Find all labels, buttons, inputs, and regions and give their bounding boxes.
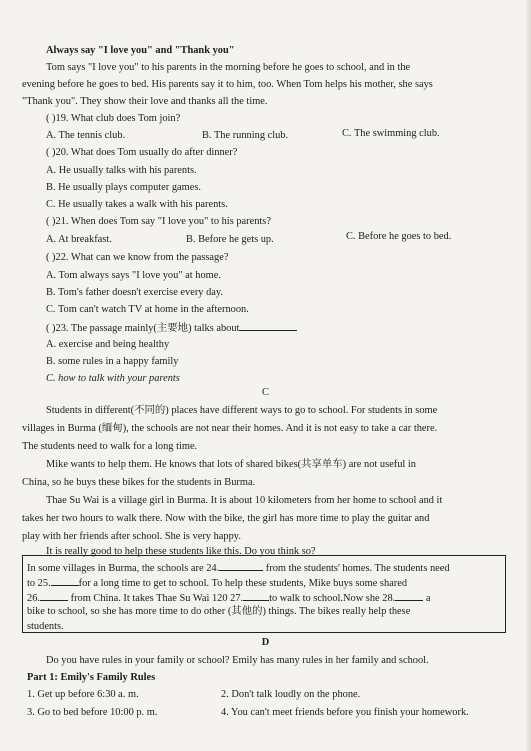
option-c: C. Before he goes to bed. bbox=[346, 231, 452, 242]
passage-line: It is really good to help these students like this. Do you think so? bbox=[46, 546, 316, 557]
summary-text: for a long time to get to school. To help these students, Mike buys some shared bbox=[78, 578, 408, 589]
option-c: C. He usually takes a walk with his parents. bbox=[46, 199, 228, 210]
answer-blank-24 bbox=[219, 560, 263, 571]
passage-line: "Thank you". They show their love and thanks all the time. bbox=[22, 96, 268, 107]
answer-blank bbox=[239, 320, 297, 331]
passage-line: villages in Burma (缅甸), the schools are not near their homes. And it is not easy to take a car there. bbox=[22, 423, 438, 434]
passage-line: play with her friends after school. She is very happy. bbox=[22, 531, 241, 542]
option-c: C. The swimming club. bbox=[342, 128, 440, 139]
passage-line: takes her two hours to walk there. Now with the bike, the girl has more time to play the guitar and bbox=[22, 513, 430, 524]
section-letter-d: D bbox=[261, 637, 270, 648]
summary-line bbox=[27, 590, 430, 605]
part-heading: Part 1: Emily's Family Rules bbox=[27, 672, 156, 683]
answer-blank-26 bbox=[40, 590, 68, 601]
rule-item: 1. Get up before 6:30 a. m. bbox=[27, 689, 139, 700]
summary-text: 26. bbox=[27, 593, 40, 604]
option-b: B. Before he gets up. bbox=[186, 234, 274, 245]
option-c: C. how to talk with your parents bbox=[46, 373, 180, 384]
option-a: A. Tom always says "I love you" at home. bbox=[46, 270, 221, 281]
summary-line: bike to school, so she has more time to do other (其他的) things. The bikes really help these bbox=[27, 606, 411, 617]
question-22-stem: ( )22. What can we know from the passage? bbox=[46, 252, 229, 263]
passage-line: China, so he buys these bikes for the students in Burma. bbox=[22, 477, 256, 488]
option-b: B. some rules in a happy family bbox=[46, 356, 179, 367]
summary-text: from the students' homes. The students need bbox=[265, 563, 450, 574]
option-b: B. He usually plays computer games. bbox=[46, 182, 201, 193]
option-a: A. At breakfast. bbox=[46, 234, 112, 245]
summary-text: In some villages in Burma, the schools are 24. bbox=[27, 563, 220, 574]
question-23-text: ( )23. The passage mainly(主要地) talks about bbox=[46, 323, 240, 334]
summary-line bbox=[27, 575, 407, 590]
question-23-stem bbox=[46, 320, 297, 335]
passage-line: The students need to walk for a long time. bbox=[22, 441, 198, 452]
rule-item: 3. Go to bed before 10:00 p. m. bbox=[27, 707, 158, 718]
summary-text: to walk to school.Now she 28. bbox=[269, 593, 396, 604]
rule-item: 4. You can't meet friends before you finish your homework. bbox=[221, 707, 469, 718]
summary-text: a bbox=[425, 593, 431, 604]
passage-line: Do you have rules in your family or school? Emily has many rules in her family and school. bbox=[46, 655, 429, 666]
option-c: C. Tom can't watch TV at home in the afternoon. bbox=[46, 304, 249, 315]
summary-text: to 25. bbox=[27, 578, 51, 589]
answer-blank-25 bbox=[51, 575, 79, 586]
summary-line bbox=[27, 560, 450, 575]
question-20-stem: ( )20. What does Tom usually do after dinner? bbox=[46, 147, 238, 158]
summary-line: students. bbox=[27, 621, 64, 632]
passage-line: Tom says "I love you" to his parents in the morning before he goes to school, and in the bbox=[46, 62, 411, 73]
option-a: A. He usually talks with his parents. bbox=[46, 165, 197, 176]
question-21-stem: ( )21. When does Tom say "I love you" to his parents? bbox=[46, 216, 271, 227]
option-a: A. The tennis club. bbox=[46, 130, 126, 141]
passage-title: Always say "I love you" and "Thank you" bbox=[46, 45, 235, 56]
option-a: A. exercise and being healthy bbox=[46, 339, 170, 350]
passage-line: evening before he goes to bed. His parents say it to him, too. When Tom helps his mother, she says bbox=[22, 79, 433, 90]
option-b: B. Tom's father doesn't exercise every day. bbox=[46, 287, 223, 298]
passage-line: Mike wants to help them. He knows that lots of shared bikes(共享单车) are not useful in bbox=[46, 459, 416, 470]
option-b: B. The running club. bbox=[202, 130, 289, 141]
page-edge-shadow bbox=[525, 0, 531, 751]
passage-line: Thae Su Wai is a village girl in Burma. It is about 10 kilometers from her home to school and it bbox=[46, 495, 443, 506]
summary-text: from China. It takes Thae Su Wai 120 27. bbox=[70, 593, 244, 604]
answer-blank-27 bbox=[243, 590, 269, 601]
rule-item: 2. Don't talk loudly on the phone. bbox=[221, 689, 361, 700]
answer-blank-28 bbox=[395, 590, 423, 601]
section-letter-c: C bbox=[262, 387, 269, 398]
passage-line: Students in different(不同的) places have different ways to go to school. For students in some bbox=[46, 405, 438, 416]
question-19-stem: ( )19. What club does Tom join? bbox=[46, 113, 181, 124]
